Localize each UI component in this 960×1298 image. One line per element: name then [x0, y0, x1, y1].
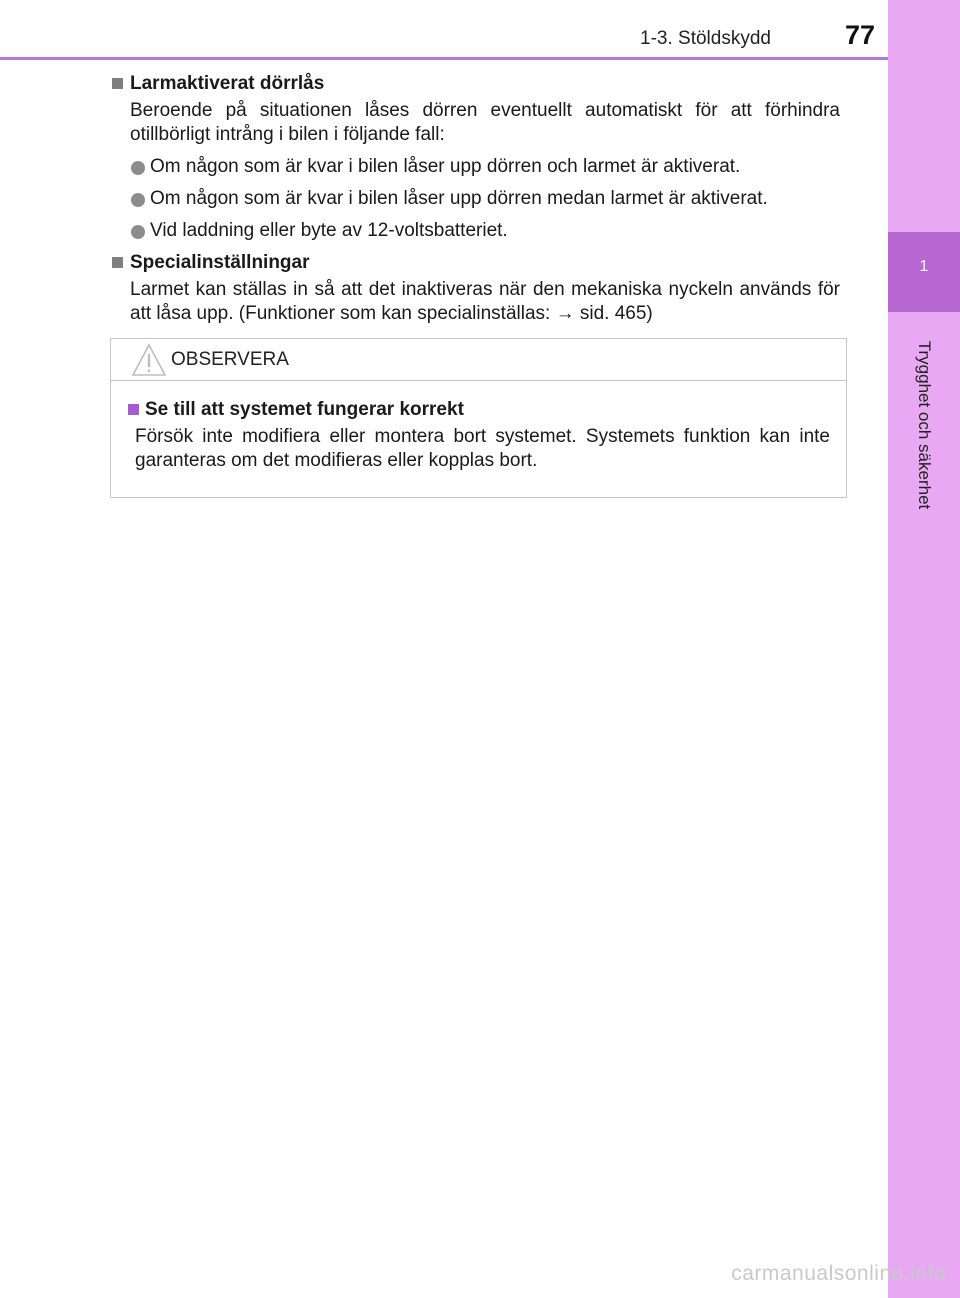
- notice-heading-text: Se till att systemet fungerar korrekt: [145, 399, 464, 420]
- square-bullet-icon: [112, 257, 123, 268]
- list-item-text: Vid laddning eller byte av 12-voltsbatteriet.: [150, 220, 508, 241]
- section-heading: [110, 251, 840, 275]
- notice-body: [111, 381, 846, 473]
- notice-heading: [127, 398, 830, 422]
- notice-label: OBSERVERA: [171, 349, 289, 370]
- notice-box: [110, 338, 847, 498]
- chapter-number: 1: [919, 258, 929, 275]
- square-bullet-icon: [112, 78, 123, 89]
- list-item-text: Om någon som är kvar i bilen låser upp dörren medan larmet är aktiverat.: [150, 188, 768, 209]
- side-tab: [888, 0, 960, 1298]
- page-number: 77: [845, 20, 876, 50]
- section-paragraph: Larmet kan ställas in så att det inaktiveras när den mekaniska nyckeln används för att låsa upp. (Funktioner som kan specialinställas: → sid. 465): [130, 279, 840, 324]
- section-heading-text: Specialinställningar: [130, 252, 310, 273]
- watermark: carmanualsonline.info: [731, 1262, 946, 1285]
- circle-bullet-icon: [131, 161, 145, 175]
- list-item: [110, 219, 840, 243]
- section-paragraph: Beroende på situationen låses dörren eventuellt automatiskt för att förhindra otillbörligt intrång i bilen i följande fall:: [130, 100, 840, 145]
- main-content: [110, 72, 840, 334]
- square-bullet-icon: [128, 404, 139, 415]
- header-section-title: 1-3. Stöldskydd: [640, 28, 771, 49]
- chapter-title: Trygghet och säkerhet: [915, 340, 934, 510]
- notice-header: [111, 339, 846, 381]
- list-item-text: Om någon som är kvar i bilen låser upp dörren och larmet är aktiverat.: [150, 156, 741, 177]
- section-heading-text: Larmaktiverat dörrlås: [130, 73, 325, 94]
- section-heading: [110, 72, 840, 96]
- circle-bullet-icon: [131, 193, 145, 207]
- header-rule: [0, 57, 888, 60]
- circle-bullet-icon: [131, 225, 145, 239]
- warning-triangle-icon: [131, 343, 167, 377]
- list-item: [110, 187, 840, 211]
- list-item: [110, 155, 840, 179]
- chapter-tab[interactable]: [888, 232, 960, 312]
- notice-text: Försök inte modifiera eller montera bort systemet. Systemets funktion kan inte garanteras om det modifieras eller kopplas bort.: [135, 426, 830, 471]
